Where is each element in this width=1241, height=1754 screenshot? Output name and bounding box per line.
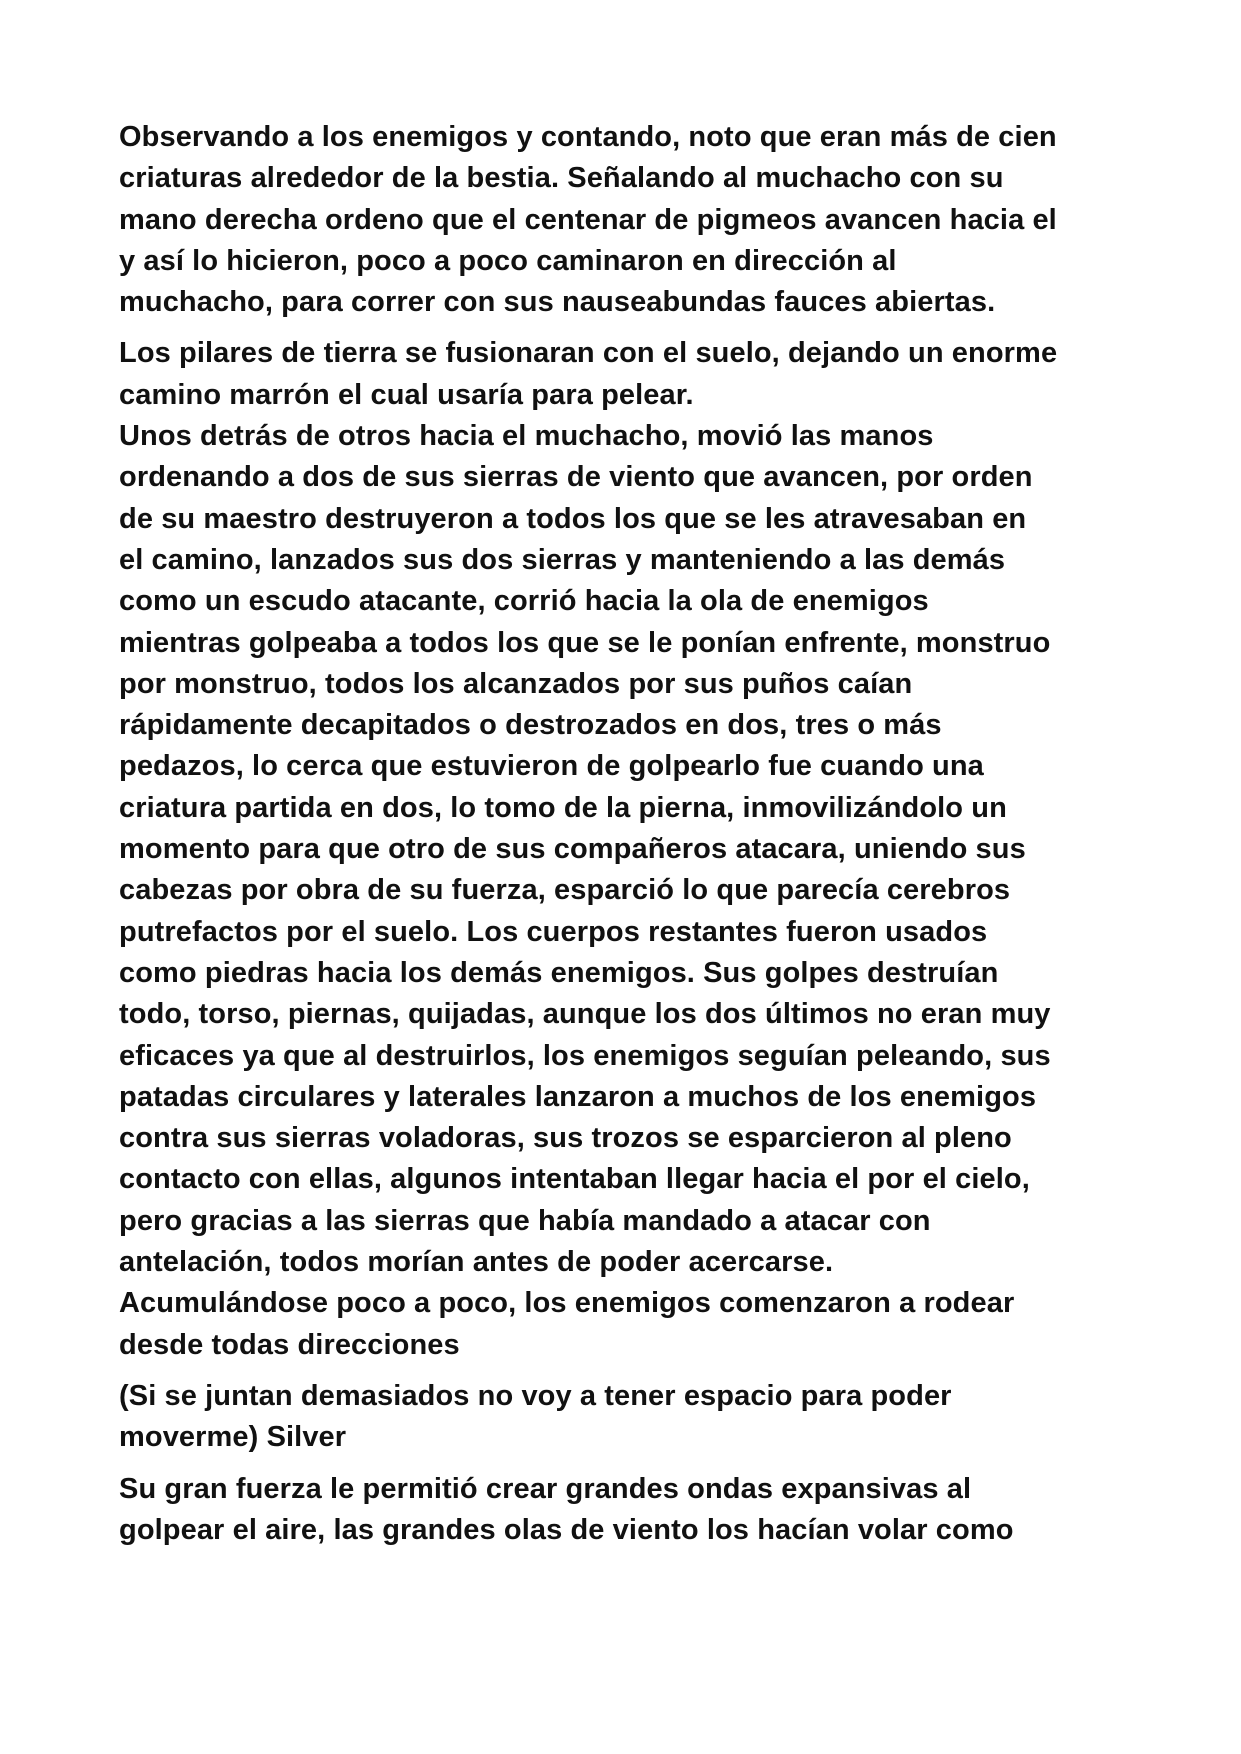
paragraph-1: Observando a los enemigos y contando, noto que eran más de cien criaturas alrededor de la bestia. Señalando al muchacho con su mano derecha ordeno que el centenar de pigmeos avancen hacia el y así lo hicieron, poco a poco caminaron en dirección al muchacho, para correr con sus nauseabundas fauces abiertas. <box>119 121 1057 319</box>
document-page <box>119 117 1159 1551</box>
paragraph-4: Su gran fuerza le permitió crear grandes ondas expansivas al golpear el aire, las grandes olas de viento los hacían volar como <box>119 1472 1014 1546</box>
paragraph-2: Los pilares de tierra se fusionaran con el suelo, dejando un enorme camino marrón el cual usaría para pelear. Unos detrás de otros hacia el muchacho, movió las manos ordenando a dos de sus sierras de viento que avancen, por orden de su maestro destruyeron a todos los que se les atravesaban en el camino, lanzados sus dos sierras y manteniendo a las demás como un escudo atacante, corrió hacia la ola de enemigos mientras golpeaba a todos los que se le ponían enfrente, monstruo por monstruo, todos los alcanzados por sus puños caían rápidamente decapitados o destrozados en dos, tres o más pedazos, lo cerca que estuvieron de golpearlo fue cuando una criatura partida en dos, lo tomo de la pierna, inmovilizándolo un momento para que otro de sus compañeros atacara, uniendo sus cabezas por obra de su fuerza, esparció lo que parecía cerebros putrefactos por el suelo. Los cuerpos restantes fueron usados como piedras hacia los demás enemigos. Sus golpes destruían todo, torso, piernas, quijadas, aunque los dos últimos no eran muy eficaces ya que al destruirlos, los enemigos seguían peleando, sus patadas circulares y laterales lanzaron a muchos de los enemigos contra sus sierras voladoras, sus trozos se esparcieron al pleno contacto con ellas, algunos intentaban llegar hacia el por el cielo, pero gracias a las sierras que había mandado a atacar con antelación, todos morían antes de poder acercarse. Acumulándose poco a poco, los enemigos comenzaron a rodear desde todas direcciones <box>119 337 1058 1361</box>
paragraph-3: (Si se juntan demasiados no voy a tener espacio para poder moverme) Silver <box>119 1379 952 1454</box>
